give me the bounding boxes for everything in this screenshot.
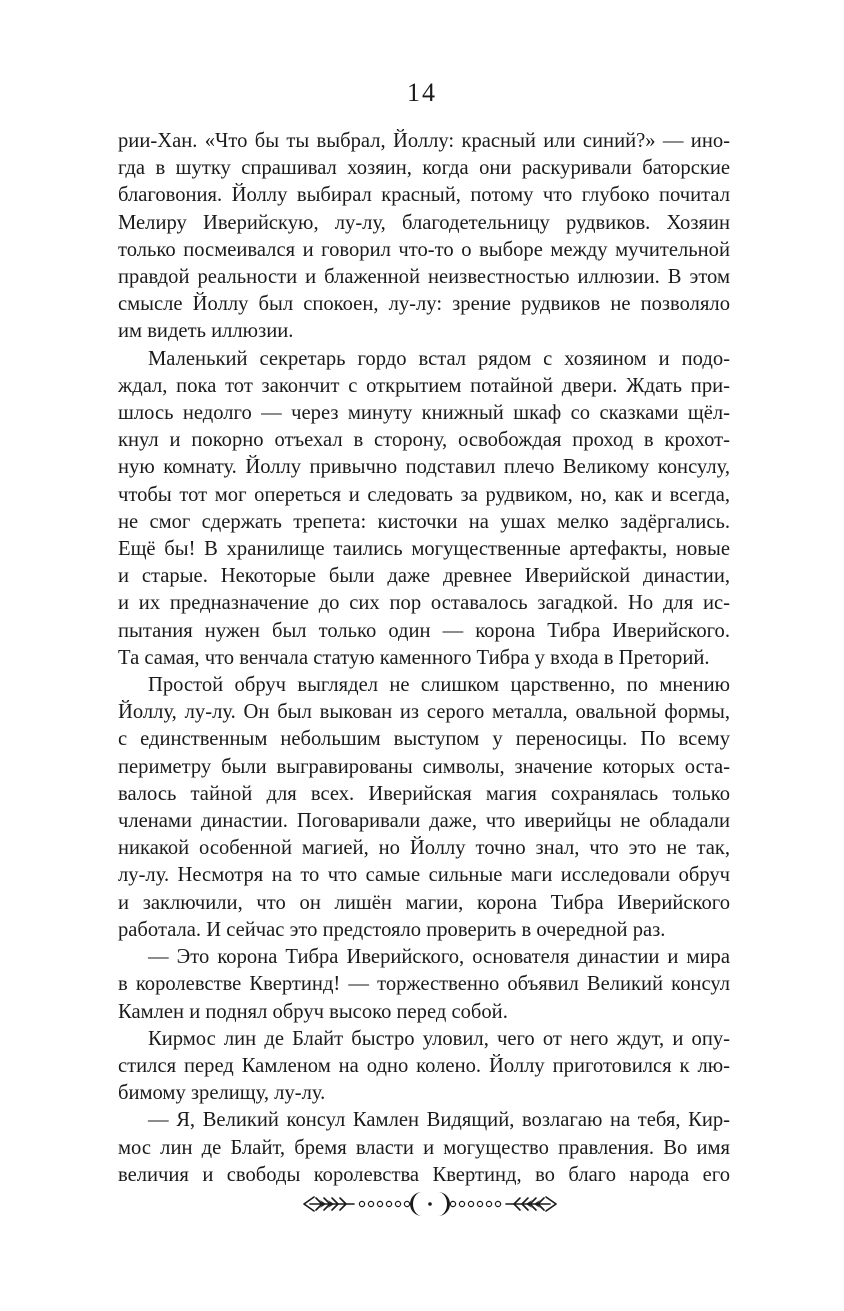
- text-line: правдой реальности и блаженной неизвестностью иллюзии. В этом: [118, 266, 730, 289]
- text-line: гда в шутку спрашивал хозяин, когда они раскуривали баторские: [118, 157, 730, 180]
- text-line: им видеть иллюзии.: [118, 320, 294, 343]
- text-line: рии-Хан. «Что бы ты выбрал, Йоллу: красный или синий?» — ино-: [118, 130, 730, 152]
- text-line: никакой особенной магией, но Йоллу точно знал, что это не так,: [118, 837, 730, 860]
- text-line: бимому зрелищу, лу-лу.: [118, 1082, 326, 1105]
- text-line: Йоллу, лу-лу. Он был выкован из серого металла, овальной формы,: [118, 701, 730, 724]
- paragraph: [118, 1026, 730, 1108]
- paragraph: [118, 1107, 730, 1189]
- text-line: периметру были выгравированы символы, значение которых оста-: [118, 755, 730, 778]
- text-line: Та самая, что венчала статую каменного Тибра у входа в Преторий.: [118, 646, 710, 669]
- text-line: и старые. Некоторые были даже древнее Иверийской династии,: [118, 565, 730, 588]
- text-line: чтобы тот мог опереться и следовать за рудвиком, но, как и всегда,: [118, 483, 730, 506]
- text-line: смысле Йоллу был спокоен, лу-лу: зрение рудвиков не позволяло: [118, 293, 730, 316]
- text-line: валось тайной для всех. Иверийская магия сохранялась только: [118, 782, 730, 805]
- text-line: и заключили, что он лишён магии, корона Тибра Иверийского: [118, 891, 730, 914]
- decorative-divider-icon: [300, 1186, 560, 1222]
- text-line: кнул и покорно отъехал в сторону, освобождая проход в крохот-: [118, 429, 730, 452]
- text-line: пытания нужен был только один — корона Тибра Иверийского.: [118, 619, 730, 642]
- text-line: стился перед Камленом на одно колено. Йоллу приготовился к лю-: [118, 1054, 730, 1077]
- text-line: — Это корона Тибра Иверийского, основателя династии и мира: [148, 946, 730, 969]
- text-line: благовония. Йоллу выбирал красный, потому что глубоко почитал: [118, 184, 730, 207]
- text-line: шлось недолго — через минуту книжный шкаф со сказками щёл-: [118, 402, 730, 425]
- text-line: не смог сдержать трепета: кисточки на ушах мелко задёргались.: [118, 510, 730, 533]
- text-line: — Я, Великий консул Камлен Видящий, возлагаю на тебя, Кир-: [148, 1109, 730, 1132]
- text-line: Маленький секретарь гордо встал рядом с хозяином и подо-: [148, 347, 730, 370]
- text-line: с единственным небольшим выступом у переносицы. По всему: [118, 728, 730, 751]
- text-line: Мелиру Иверийскую, лу-лу, благодетельницу рудвиков. Хозяин: [118, 211, 730, 234]
- text-line: Простой обруч выглядел не слишком царственно, по мнению: [148, 674, 730, 697]
- body-text: [118, 128, 730, 1189]
- text-line: Камлен и поднял обруч высоко перед собой.: [118, 1000, 508, 1023]
- text-line: величия и свободы королевства Квертинд, во благо народа его: [118, 1163, 730, 1186]
- text-line: Кирмос лин де Блайт быстро уловил, чего от него ждут, и опу-: [148, 1027, 730, 1050]
- text-line: лу-лу. Несмотря на то что самые сильные маги исследовали обруч: [118, 864, 730, 887]
- paragraph: [118, 128, 730, 346]
- page-number: 14: [407, 78, 437, 107]
- text-line: Ещё бы! В хранилище таились могущественные артефакты, новые: [118, 538, 730, 561]
- text-line: и их предназначение до сих пор оставалось загадкой. Но для ис-: [118, 592, 730, 615]
- paragraph: [118, 672, 730, 944]
- text-line: членами династии. Поговаривали даже, что иверийцы не обладали: [118, 810, 730, 833]
- text-line: ждал, пока тот закончит с открытием потайной двери. Ждать при-: [118, 374, 730, 397]
- text-line: работала. И сейчас это предстояло проверить в очередной раз.: [118, 918, 666, 941]
- text-line: ную комнату. Йоллу привычно подставил плечо Великому консулу,: [118, 456, 730, 479]
- text-line: в королевстве Квертинд! — торжественно объявил Великий консул: [118, 973, 730, 996]
- paragraph: [118, 346, 730, 672]
- text-line: мос лин де Блайт, бремя власти и могущество правления. Во имя: [118, 1136, 730, 1159]
- text-line: только посмеивался и говорил что-то о выборе между мучительной: [118, 238, 730, 261]
- paragraph: [118, 944, 730, 1026]
